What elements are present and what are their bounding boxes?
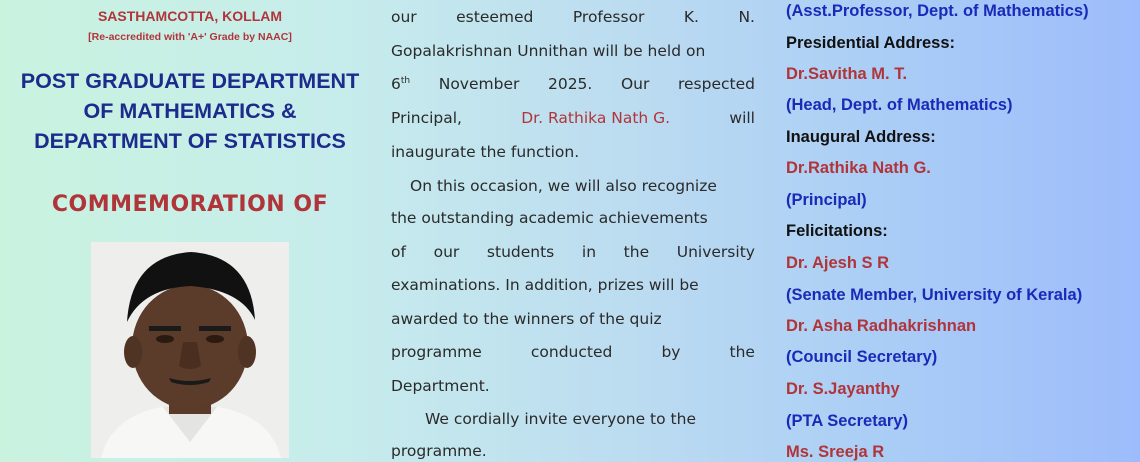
body-line-9: examinations. In addition, prizes will be: [391, 276, 699, 294]
body-line-12: Department.: [391, 377, 490, 395]
department-title-line-1: POST GRADUATE DEPARTMENT: [20, 69, 360, 93]
word: Principal,: [391, 109, 462, 127]
word: of: [391, 243, 406, 261]
presidential-speaker-role: (Head, Dept. of Mathematics): [786, 96, 1013, 114]
presidential-speaker-name: Dr.Savitha M. T.: [786, 65, 908, 83]
felicitation-speaker-1-role: (Senate Member, University of Kerala): [786, 286, 1083, 304]
body-line-7: the outstanding academic achievements: [391, 209, 708, 227]
programme-schedule: [786, 0, 1140, 461]
word: programme: [391, 343, 482, 361]
felicitation-speaker-3-role: (PTA Secretary): [786, 412, 908, 430]
word: in: [581, 243, 597, 261]
department-title-line-3: DEPARTMENT OF STATISTICS: [34, 129, 346, 153]
word: our: [433, 243, 460, 261]
accreditation-note: [Re-accredited with 'A+' Grade by NAAC]: [88, 31, 292, 43]
body-line-2: Gopalakrishnan Unnithan will be held on: [391, 42, 706, 60]
portrait-illustration: [91, 242, 289, 458]
word: our: [391, 8, 417, 26]
commemoration-heading: COMMEMORATION OF: [51, 192, 329, 217]
body-line-11: [391, 343, 755, 361]
college-location: SASTHAMCOTTA, KOLLAM: [97, 8, 283, 24]
word: will: [729, 109, 755, 127]
felicitation-speaker-2-role: (Council Secretary): [786, 348, 938, 366]
felicitation-speaker-2-name: Dr. Asha Radhakrishnan: [786, 317, 977, 335]
word: 2025.: [547, 75, 593, 93]
word: Our: [620, 75, 650, 93]
word: by: [661, 343, 681, 361]
body-line-3: [391, 75, 755, 93]
word: esteemed: [456, 8, 534, 26]
event-date-day: 6th: [391, 75, 411, 93]
word: students: [486, 243, 555, 261]
professor-portrait-photo: [91, 242, 289, 458]
body-line-5: inaugurate the function.: [391, 143, 580, 161]
word: respected: [677, 75, 755, 93]
body-line-4: [391, 109, 755, 127]
word: the: [623, 243, 650, 261]
word: K.: [683, 8, 699, 26]
body-line-13: We cordially invite everyone to the: [425, 410, 696, 428]
word: N.: [738, 8, 755, 26]
body-line-1: [391, 8, 755, 26]
inaugural-speaker-name: Dr.Rathika Nath G.: [786, 159, 931, 177]
word: University: [676, 243, 755, 261]
invitation-body: [391, 0, 755, 458]
felicitation-speaker-1-name: Dr. Ajesh S R: [786, 254, 890, 272]
body-line-10: awarded to the winners of the quiz: [391, 310, 662, 328]
word: November: [438, 75, 520, 93]
word: Professor: [572, 8, 645, 26]
felicitations-label: Felicitations:: [786, 222, 888, 240]
principal-name: Dr. Rathika Nath G.: [521, 109, 671, 127]
department-title-line-2: OF MATHEMATICS &: [83, 99, 297, 123]
body-line-8: [391, 243, 755, 261]
presidential-address-label: Presidential Address:: [786, 34, 956, 52]
welcome-speaker-role: (Asst.Professor, Dept. of Mathematics): [786, 2, 1089, 20]
felicitation-speaker-4-name: Ms. Sreeja R: [786, 443, 885, 461]
body-line-6: On this occasion, we will also recognize: [410, 177, 717, 195]
word: the: [729, 343, 755, 361]
felicitation-speaker-3-name: Dr. S.Jayanthy: [786, 380, 900, 398]
inaugural-address-label: Inaugural Address:: [786, 128, 936, 146]
left-column: [0, 0, 380, 458]
inaugural-speaker-role: (Principal): [786, 191, 867, 209]
body-line-14: programme.: [391, 442, 487, 460]
word: conducted: [530, 343, 613, 361]
